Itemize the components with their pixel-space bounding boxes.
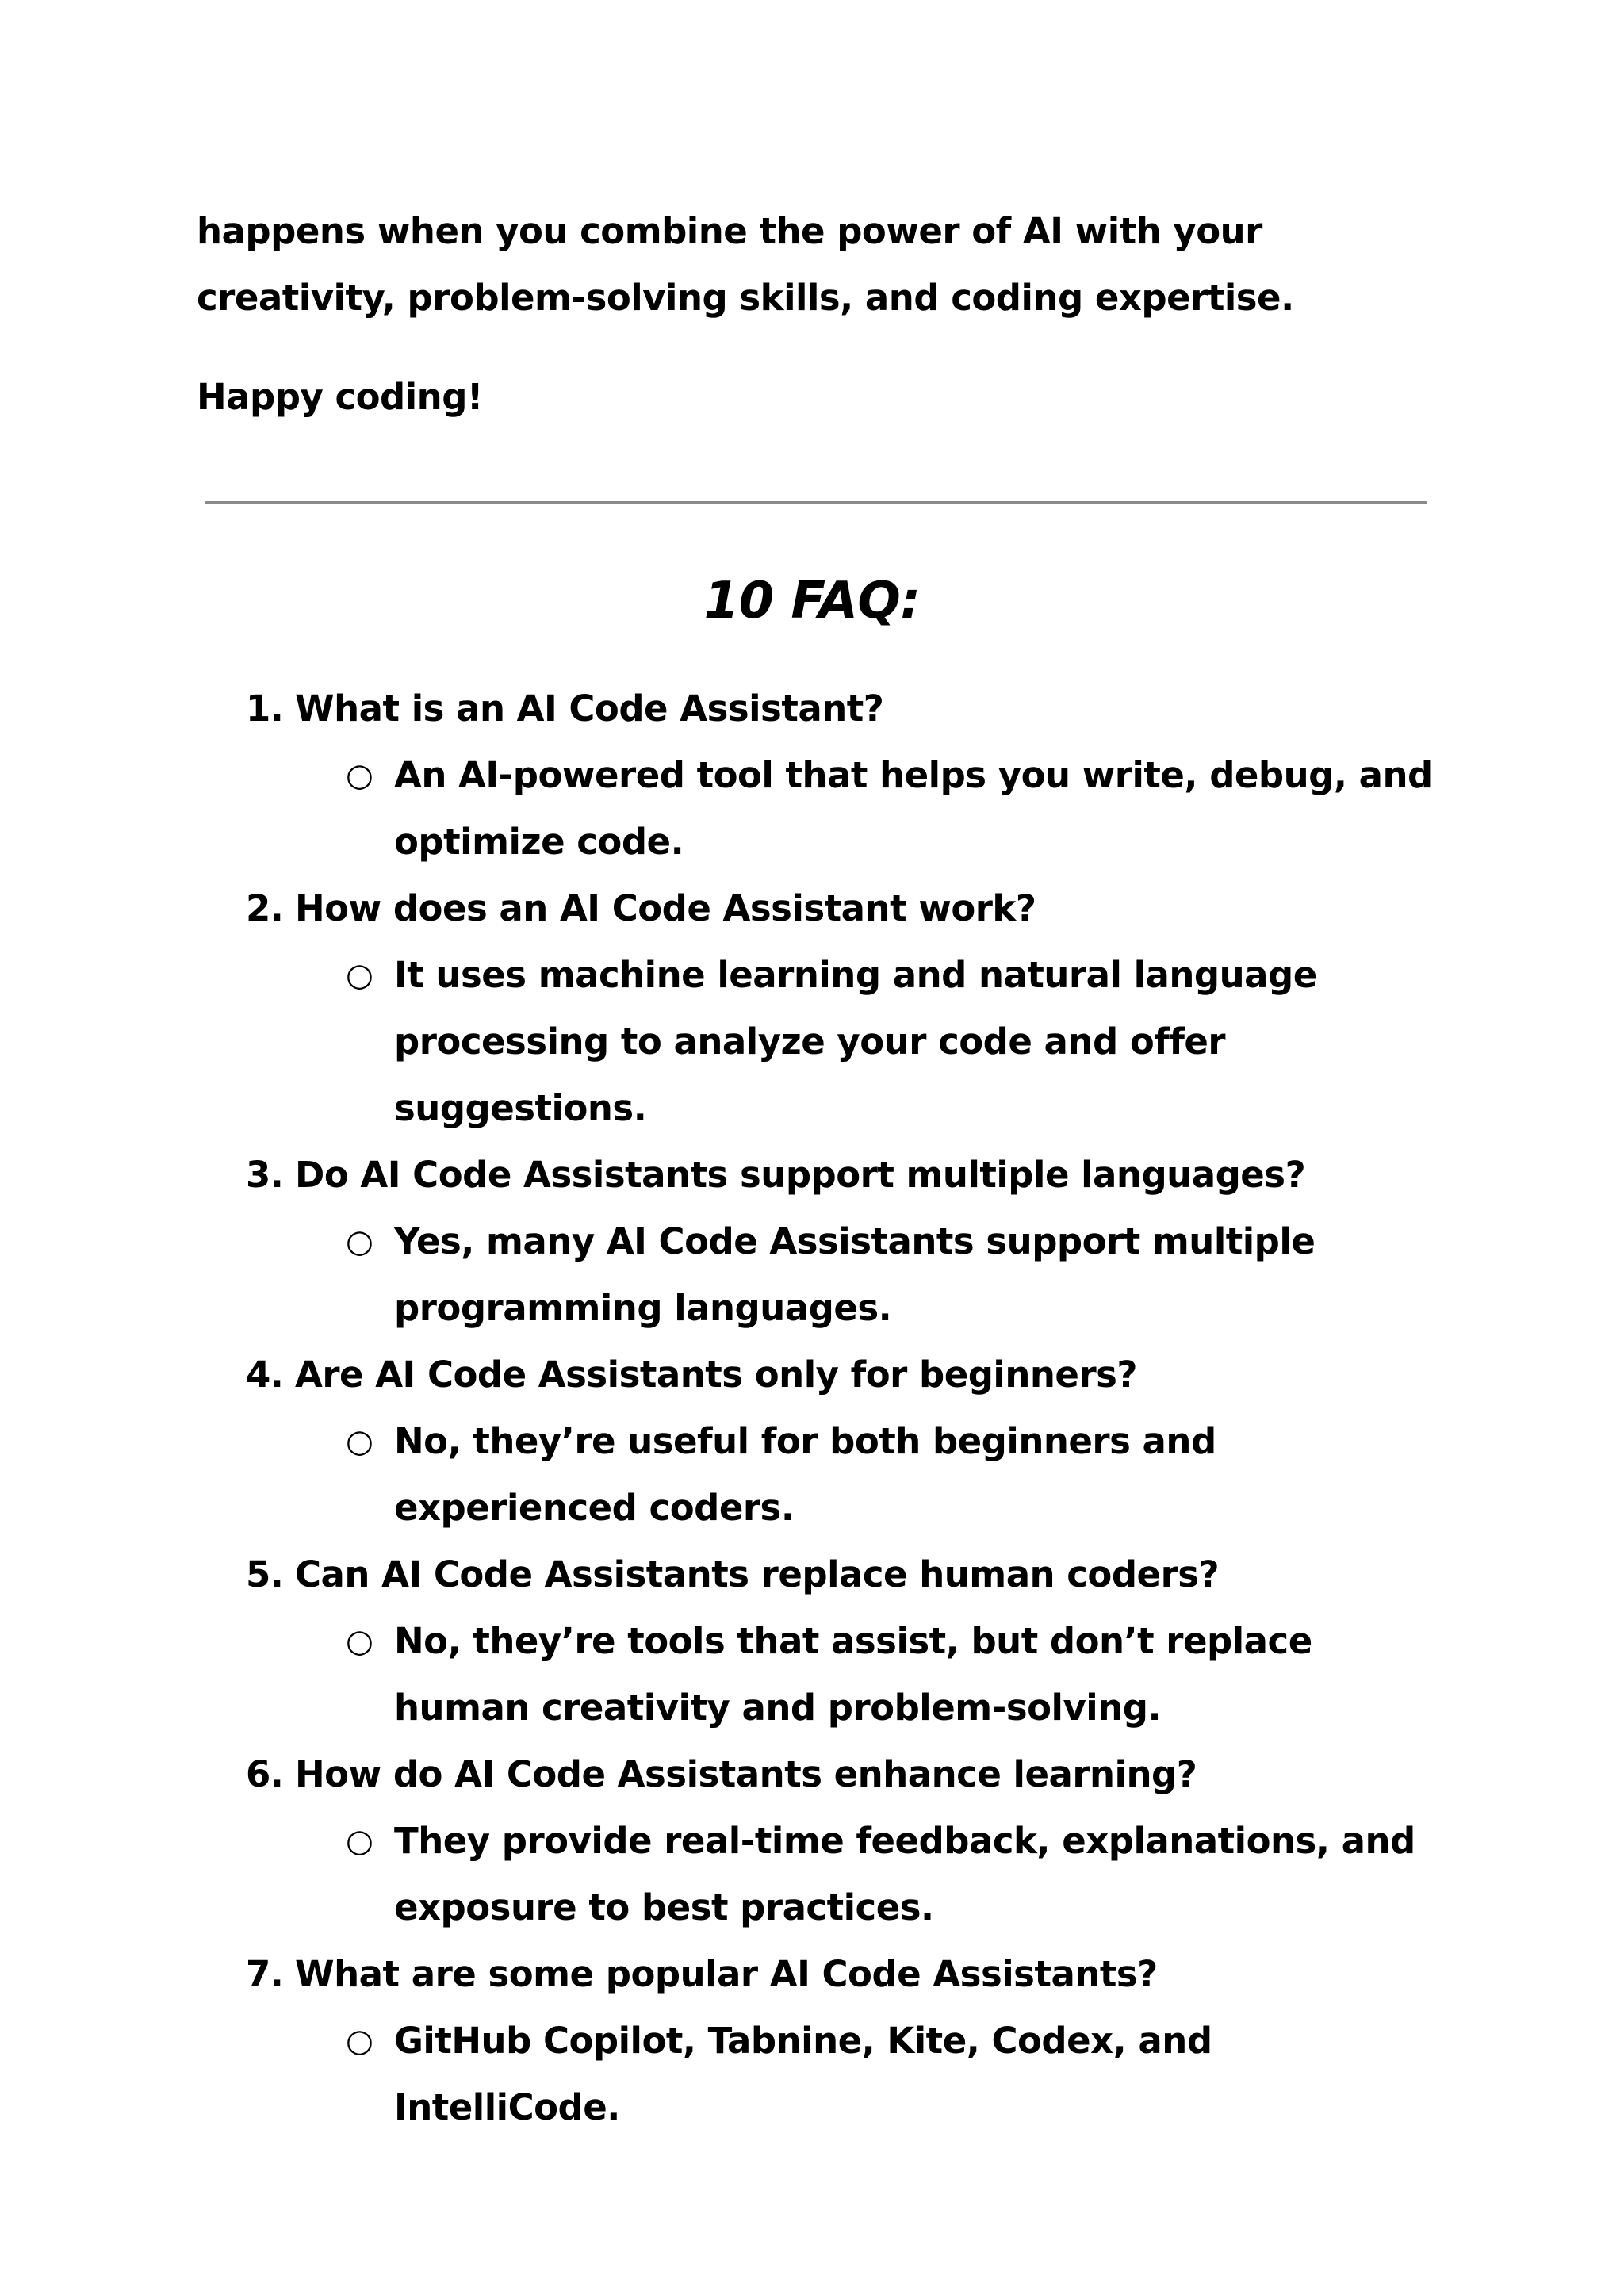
faq-answer [0,1208,1441,1342]
faq-answer [0,1408,1441,1541]
faq-answer-text: Yes, many AI Code Assistants support multiple programming languages. [394,1220,1316,1329]
faq-number: 4. [246,1354,284,1396]
faq-heading: 10 FAQ: [703,572,921,630]
faq-question [0,1941,1484,2008]
faq-question [0,875,1484,942]
signoff-text: Happy coding! [197,376,483,418]
faq-answer-text: It uses machine learning and natural language processing to analyze your code and offer suggestions. [394,954,1317,1129]
hollow-circle-bullet-icon: ○ [346,957,373,994]
faq-item [0,875,1624,1142]
faq-answer-text: They provide real-time feedback, explanations, and exposure to best practices. [394,1820,1415,1928]
hollow-circle-bullet-icon: ○ [346,1423,373,1460]
faq-answer [0,942,1441,1142]
faq-item [0,1342,1624,1541]
faq-number: 2. [246,887,284,929]
faq-number: 5. [246,1553,284,1595]
faq-answer [0,2008,1441,2141]
faq-answer-text: No, they’re tools that assist, but don’t replace human creativity and problem-solving. [394,1620,1312,1729]
faq-question-text: How does an AI Code Assistant work? [295,887,1036,929]
faq-question-text: Can AI Code Assistants replace human coders? [295,1553,1220,1595]
hollow-circle-bullet-icon: ○ [346,1623,373,1660]
horizontal-divider [205,501,1427,504]
faq-answer [0,1608,1441,1741]
faq-question [0,1541,1484,1608]
faq-number: 3. [246,1154,284,1196]
faq-question [0,1342,1484,1408]
faq-answer [0,742,1441,875]
hollow-circle-bullet-icon: ○ [346,2023,373,2059]
faq-answer-text: GitHub Copilot, Tabnine, Kite, Codex, and IntelliCode. [394,2020,1212,2128]
faq-question [0,1142,1484,1208]
faq-number: 1. [246,687,284,730]
faq-question [0,1741,1484,1808]
faq-item [0,1941,1624,2141]
faq-question [0,676,1484,742]
faq-item [0,676,1624,875]
faq-item [0,1142,1624,1342]
faq-question-text: What are some popular AI Code Assistants? [295,1953,1158,1995]
faq-item [0,1741,1624,1941]
hollow-circle-bullet-icon: ○ [346,1224,373,1260]
faq-question-text: What is an AI Code Assistant? [295,687,884,730]
faq-answer-text: No, they’re useful for both beginners and experienced coders. [394,1420,1216,1529]
faq-question-text: Are AI Code Assistants only for beginners? [295,1354,1138,1396]
faq-number: 6. [246,1753,284,1795]
faq-number: 7. [246,1953,284,1995]
hollow-circle-bullet-icon: ○ [346,1823,373,1859]
intro-paragraph: happens when you combine the power of AI with your creativity, problem-solving skills, and coding expertise. [197,210,1294,319]
faq-answer-text: An AI-powered tool that helps you write, debug, and optimize code. [394,754,1433,863]
hollow-circle-bullet-icon: ○ [346,757,373,794]
faq-item [0,1541,1624,1741]
faq-question-text: Do AI Code Assistants support multiple languages? [295,1154,1306,1196]
faq-answer [0,1808,1441,1941]
faq-question-text: How do AI Code Assistants enhance learning? [295,1753,1197,1795]
faq-list [0,676,1624,2141]
